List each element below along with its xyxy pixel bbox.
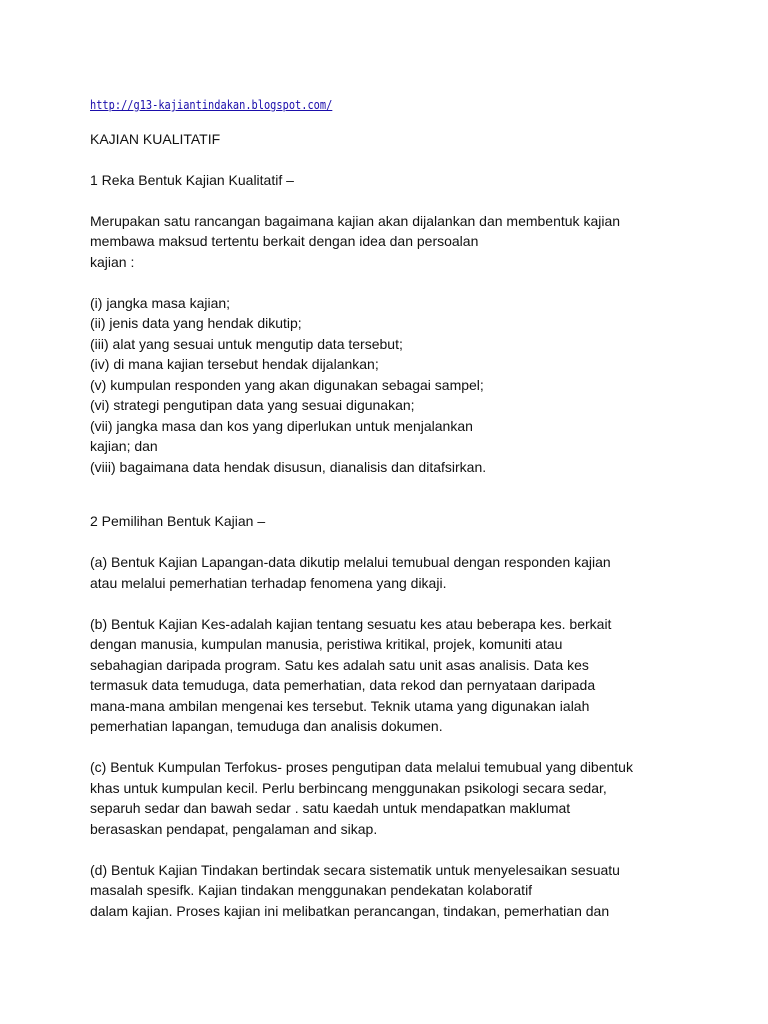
intro-line: Merupakan satu rancangan bagaimana kajian akan dijalankan dan membentuk kajian — [90, 212, 621, 229]
paragraph-line: dalam kajian. Proses kajian ini melibatkan perancangan, tindakan, pemerhatian dan — [90, 902, 610, 919]
list-item: (vi) strategi pengutipan data yang sesuai digunakan; — [90, 397, 415, 413]
list-item: kajian; dan — [90, 438, 158, 454]
paragraph-line: sebahagian daripada program. Satu kes adalah satu unit asas analisis. Data kes — [90, 656, 589, 673]
paragraph-line: (b) Bentuk Kajian Kes-adalah kajian tentang sesuatu kes atau beberapa kes. berkait — [90, 615, 612, 632]
paragraph-line: (d) Bentuk Kajian Tindakan bertindak secara sistematik untuk menyelesaikan sesuatu — [90, 861, 620, 878]
list-item: (vii) jangka masa dan kos yang diperlukan untuk menjalankan — [90, 417, 473, 434]
paragraph-line: masalah spesifk. Kajian tindakan menggunakan pendekatan kolaboratif — [90, 882, 533, 898]
paragraph-line: mana-mana ambilan mengenai kes tersebut. Teknik utama yang digunakan ialah — [90, 697, 590, 714]
section1-heading: 1 Reka Bentuk Kajian Kualitatif – — [90, 171, 294, 188]
paragraph-d — [90, 860, 690, 922]
paragraph-line: separuh sedar dan bawah sedar . satu kaedah untuk mendapatkan maklumat — [90, 800, 571, 816]
paragraph-line: pemerhatian lapangan, temuduga dan analisis dokumen. — [90, 718, 443, 734]
list-item: (ii) jenis data yang hendak dikutip; — [90, 315, 302, 331]
paragraph-line: dengan manusia, kumpulan manusia, peristiwa kritikal, projek, komuniti atau — [90, 636, 563, 652]
list-item: (iii) alat yang sesuai untuk mengutip data tersebut; — [90, 335, 403, 352]
intro-line: membawa maksud tertentu berkait dengan idea dan persoalan — [90, 233, 479, 249]
paragraph-line: (c) Bentuk Kumpulan Terfokus- proses pengutipan data melalui temubual yang dibentuk — [90, 759, 633, 775]
document-title: KAJIAN KUALITATIF — [90, 130, 221, 147]
intro-line: kajian : — [90, 253, 135, 270]
list-item: (v) kumpulan responden yang akan digunakan sebagai sampel; — [90, 376, 484, 393]
list-item: (viii) bagaimana data hendak disusun, dianalisis dan ditafsirkan. — [90, 458, 487, 475]
paragraph-line: berasaskan pendapat, pengalaman and sikap. — [90, 820, 378, 837]
section2-heading: 2 Pemilihan Bentuk Kajian – — [90, 513, 266, 529]
paragraph-line: atau melalui pemerhatian terhadap fenomena yang dikaji. — [90, 574, 447, 591]
document-content — [90, 94, 690, 921]
paragraph-line: termasuk data temuduga, data pemerhatian, data rekod dan pernyataan daripada — [90, 677, 596, 693]
section1-list — [90, 293, 690, 478]
blog-link[interactable]: http://g13-kajiantindakan.blogspot.com/ — [90, 98, 333, 112]
list-item: (i) jangka masa kajian; — [90, 294, 231, 311]
paragraph-c — [90, 757, 690, 839]
paragraph-b — [90, 614, 690, 737]
paragraph-line: khas untuk kumpulan kecil. Perlu berbincang menggunakan psikologi secara sedar, — [90, 779, 607, 796]
paragraph-line: (a) Bentuk Kajian Lapangan-data dikutip melalui temubual dengan responden kajian — [90, 554, 611, 570]
paragraph-a — [90, 552, 690, 593]
list-item: (iv) di mana kajian tersebut hendak dijalankan; — [90, 356, 379, 372]
section1-intro — [90, 211, 690, 273]
